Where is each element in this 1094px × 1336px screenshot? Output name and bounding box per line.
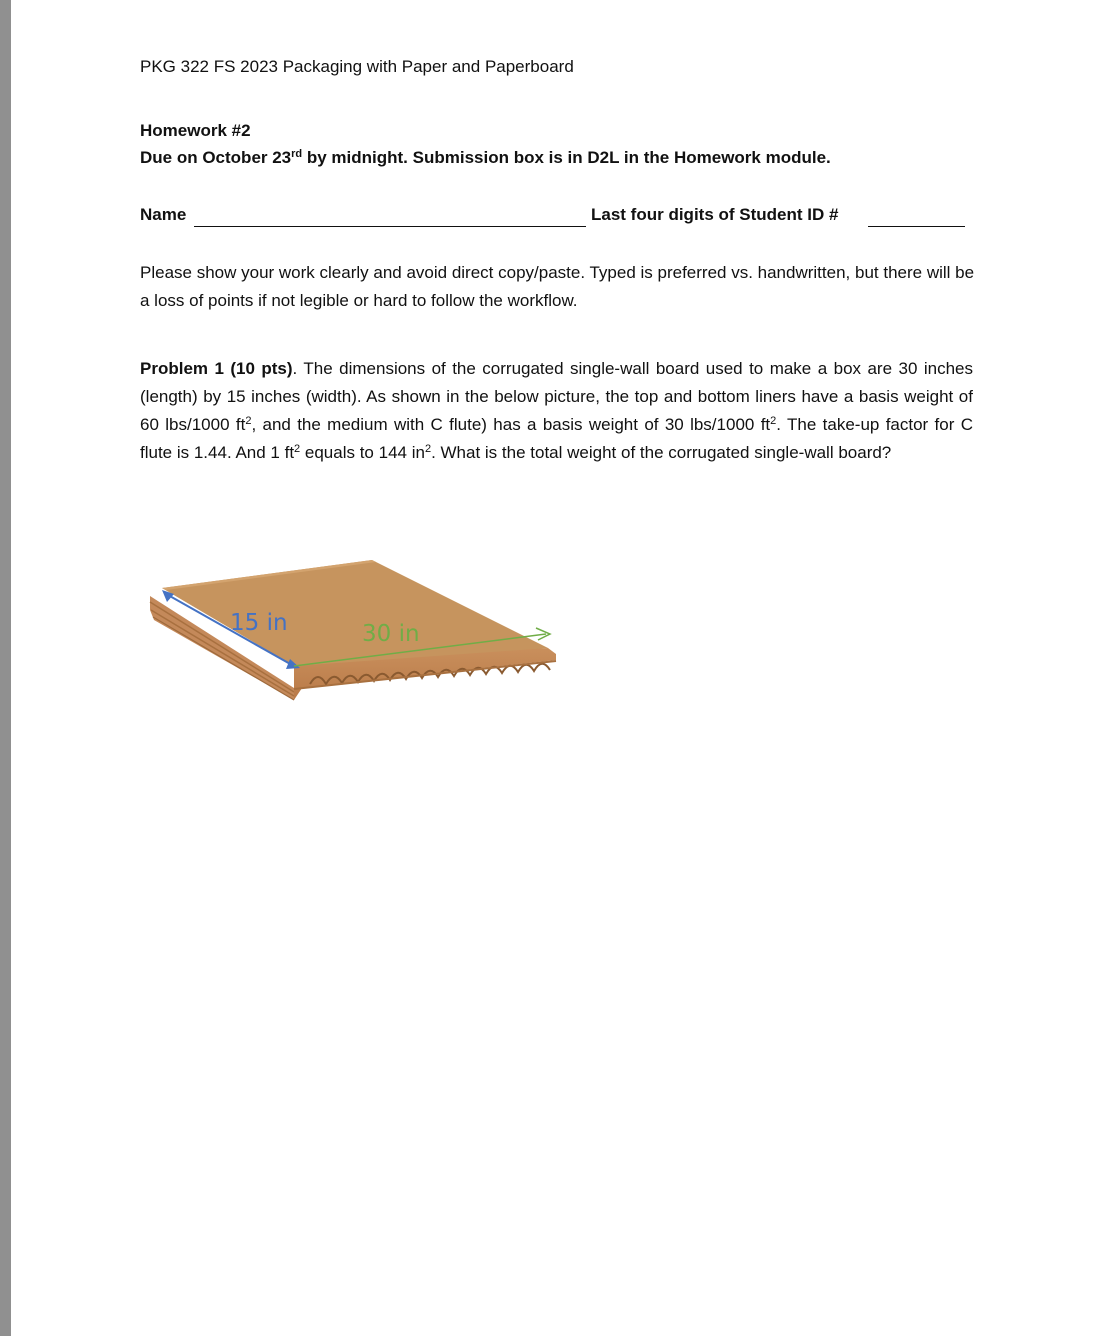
problem-1-sup-2: 2 bbox=[770, 415, 777, 427]
due-date-line bbox=[140, 148, 831, 168]
due-prefix: Due on October 23 bbox=[140, 148, 292, 167]
due-suffix: by midnight. Submission box is in D2L in the Homework module. bbox=[302, 148, 831, 167]
problem-1-text-2: , and the medium with C flute) has a basis weight of 30 lbs/1000 ft bbox=[251, 415, 771, 434]
problem-1-paragraph bbox=[140, 355, 973, 467]
due-superscript: rd bbox=[291, 148, 303, 160]
problem-1-text-4: equals to 144 in bbox=[300, 443, 425, 462]
corrugated-board-figure bbox=[142, 548, 562, 708]
problem-1-sup-3: 2 bbox=[294, 443, 301, 455]
student-info-row bbox=[140, 205, 970, 231]
problem-1-text-5: . What is the total weight of the corrugated single-wall board? bbox=[431, 443, 892, 462]
problem-1-sup-4: 2 bbox=[424, 443, 432, 455]
length-dimension-label: 30 in bbox=[362, 621, 420, 647]
course-header: PKG 322 FS 2023 Packaging with Paper and Paperboard bbox=[140, 57, 574, 76]
width-dimension-label: 15 in bbox=[230, 610, 288, 636]
viewer-left-edge bbox=[0, 0, 11, 1336]
student-id-label: Last four digits of Student ID # bbox=[591, 205, 839, 224]
document-page bbox=[11, 0, 1094, 1336]
name-blank-line bbox=[194, 226, 586, 227]
homework-title: Homework #2 bbox=[140, 121, 251, 140]
student-id-blank-line bbox=[868, 226, 965, 227]
problem-1-sup-1: 2 bbox=[245, 415, 252, 427]
problem-1-text-1: . The dimensions of the corrugated single-wall board used to make a box are 30 inches (length) by 15 inches (width). As shown in the below picture, the top and bottom liners have a basis weight of 60 lbs/1000 ft bbox=[140, 359, 973, 434]
name-label: Name bbox=[140, 205, 187, 224]
problem-1-label: Problem 1 (10 pts) bbox=[140, 359, 293, 378]
problem-1-text-3: . The take-up factor for C flute is 1.44. And 1 ft bbox=[140, 415, 973, 462]
instructions-paragraph: Please show your work clearly and avoid direct copy/paste. Typed is preferred vs. handwritten, but there will be a loss of points if not legible or hard to follow the workflow. bbox=[140, 263, 975, 310]
